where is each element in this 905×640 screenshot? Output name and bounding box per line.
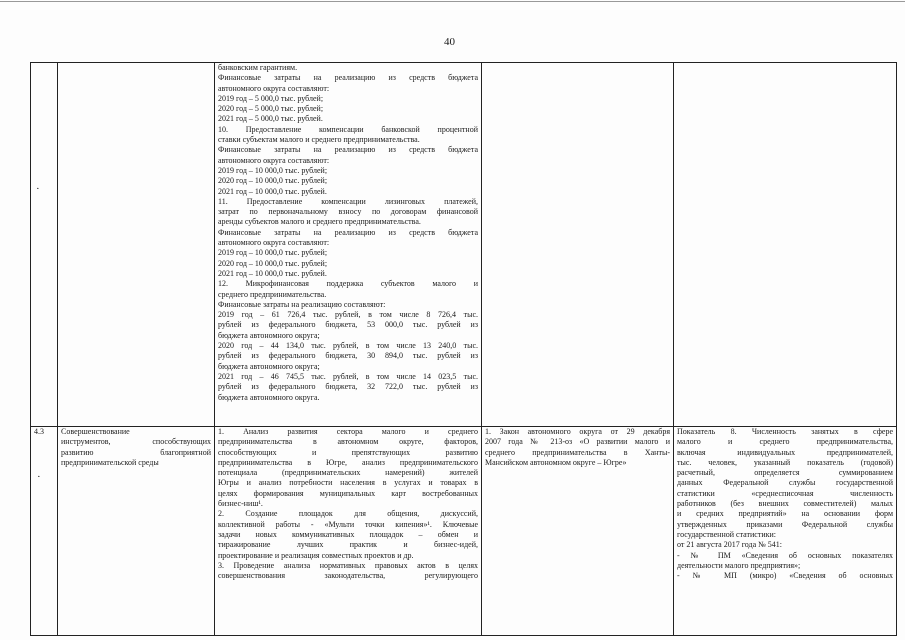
- measure-line: 2021 год – 10 000,0 тыс. рублей.: [218, 268, 327, 278]
- task-title-line: инструментов, способствующих: [61, 437, 211, 447]
- measure-line: 2021 год – 5 000,0 тыс. рублей.: [218, 114, 323, 124]
- task-title-cell: [58, 427, 215, 636]
- indicator-line: - № МП (микро) «Сведения об основных: [677, 571, 893, 581]
- indicator-line: включая индивидуальных предпринимателей,: [677, 447, 893, 457]
- law-cell: [482, 63, 674, 427]
- indicator-line: тыс. человек, указанный показатель (годовой): [677, 457, 893, 467]
- indicator-line: деятельности малого предприятия»;: [677, 560, 801, 570]
- measure-line: бюджета автономного округа;: [218, 361, 320, 371]
- indicator-line: малого и среднего предпринимательства,: [677, 437, 893, 447]
- measures-cell: [215, 63, 482, 427]
- measure-line: 2020 год – 10 000,0 тыс. рублей;: [218, 176, 328, 186]
- measure-line: 11. Предоставление компенсации лизинговых платежей,: [218, 196, 478, 206]
- task-title-line: Совершенствование: [61, 427, 130, 436]
- measure-line: Финансовые затраты на реализацию составляют:: [218, 299, 386, 309]
- measure-line: автономного округа составляют:: [218, 155, 330, 165]
- measure-line: 2021 год – 10 000,0 тыс. рублей.: [218, 186, 327, 196]
- measure-line: 2019 год – 10 000,0 тыс. рублей;: [218, 165, 328, 175]
- measure-line: банковским гарантиям.: [218, 63, 298, 72]
- measure-line: способствующих и препятствующих развитию: [218, 447, 478, 457]
- measure-line: бизнес-ниш¹.: [218, 499, 263, 509]
- measure-line: 2. Создание площадок для общения, дискуссий,: [218, 509, 478, 519]
- measure-line: Финансовые затраты на реализацию из средств бюджета: [218, 73, 478, 83]
- measure-line: 2020 год – 5 000,0 тыс. рублей;: [218, 104, 324, 114]
- measure-line: потенциала (предпринимательских намерений) жителей: [218, 468, 478, 478]
- measure-line: 2019 год – 61 726,4 тыс. рублей, в том числе 8 726,4 тыс.: [218, 310, 478, 320]
- indicator-line: Показатель 8. Численность занятых в сфере: [677, 427, 893, 436]
- page-number: 40: [444, 36, 455, 48]
- task-title-cell: [58, 63, 215, 427]
- scan-speck: ·: [36, 183, 40, 195]
- measure-line: 2019 год – 5 000,0 тыс. рублей;: [218, 93, 324, 103]
- measure-line: целях формирования муниципальных карт востребованных: [218, 488, 478, 498]
- measure-line: среднего предпринимательства.: [218, 289, 327, 299]
- measure-line: 12. Микрофинансовая поддержка субъектов малого и: [218, 279, 478, 289]
- indicator-line: статистики «среднесписочная численность: [677, 488, 893, 498]
- indicator-line: государственной статистики:: [677, 529, 776, 539]
- task-title-line: предпринимательской среды: [61, 457, 159, 467]
- measure-line: 2020 год – 44 134,0 тыс. рублей, в том числе 13 240,0 тыс.: [218, 341, 478, 351]
- indicator-line: - № ПМ «Сведения об основных показателях: [677, 550, 893, 560]
- measure-line: тиражирование лучших практик и бизнес-идей,: [218, 540, 478, 550]
- measure-line: аренды субъектов малого и среднего предпринимательства.: [218, 217, 421, 227]
- indicator-cell: [674, 427, 897, 636]
- measure-line: коллективной работы - «Мульти точки кипения»¹. Ключевые: [218, 519, 478, 529]
- row-number-cell: [31, 63, 58, 427]
- table-row-continuation: [31, 63, 897, 427]
- measure-line: бюджета автономного округа;: [218, 330, 320, 340]
- scan-speck: ·: [37, 471, 41, 483]
- law-cell: [482, 427, 674, 636]
- measure-line: 2019 год – 10 000,0 тыс. рублей;: [218, 248, 328, 258]
- row-number-cell: [31, 427, 58, 636]
- measure-line: 2021 год – 46 745,5 тыс. рублей, в том числе 14 023,5 тыс.: [218, 371, 478, 381]
- measures-cell: [215, 427, 482, 636]
- measure-line: предпринимательства в автономном округе, факторов,: [218, 437, 478, 447]
- measure-line: рублей из федерального бюджета, 30 894,0 тыс. рублей из: [218, 351, 478, 361]
- measure-line: рублей из федерального бюджета, 53 000,0 тыс. рублей из: [218, 320, 478, 330]
- indicator-line: данных Федеральной службы государственной: [677, 478, 893, 488]
- law-line: среднего предпринимательства в Ханты-: [485, 447, 670, 457]
- measure-line: автономного округа составляют:: [218, 238, 330, 248]
- measure-line: автономного округа составляют:: [218, 83, 330, 93]
- measure-line: проектирование и реализация совместных проектов и др.: [218, 550, 414, 560]
- measure-line: ставки субъектам малого и среднего предпринимательства.: [218, 135, 420, 145]
- measure-line: бюджета автономного округа.: [218, 392, 320, 402]
- measure-line: 3. Проведение анализа нормативных правовых актов в целях: [218, 560, 478, 570]
- indicator-line: и средних предприятий» на основании форм: [677, 509, 893, 519]
- law-line: 2007 года № 213-оз «О развитии малого и: [485, 437, 670, 447]
- measure-line: задачи новых коммуникативных площадок – обмен и: [218, 529, 478, 539]
- row-number: 4.3: [34, 427, 44, 436]
- measure-line: затрат по первоначальному взносу по договорам финансовой: [218, 207, 478, 217]
- measure-line: 2020 год – 10 000,0 тыс. рублей;: [218, 258, 328, 268]
- measure-line: 1. Анализ развития сектора малого и среднего: [218, 427, 478, 436]
- measure-line: совершенствования законодательства, регулирующего: [218, 571, 478, 581]
- measure-line: рублей из федерального бюджета, 32 722,0 тыс. рублей из: [218, 382, 478, 392]
- scan-top-edge: [0, 1, 905, 2]
- measure-line: Югры и анализ потребности населения в услугах и товарах в: [218, 478, 478, 488]
- task-title-line: развитию благоприятной: [61, 447, 211, 457]
- measure-line: Финансовые затраты на реализацию из средств бюджета: [218, 227, 478, 237]
- indicator-line: от 21 августа 2017 года № 541:: [677, 540, 783, 550]
- measure-line: Финансовые затраты на реализацию из средств бюджета: [218, 145, 478, 155]
- indicator-line: утвержденных приказами Федеральной службы: [677, 519, 893, 529]
- indicator-line: расчетный, определяется суммированием: [677, 468, 893, 478]
- indicator-cell: [674, 63, 897, 427]
- law-line: Мансийском автономном округе – Югре»: [485, 457, 627, 467]
- indicator-line: работников (без внешних совместителей) малых: [677, 499, 893, 509]
- program-measures-table: [30, 62, 897, 636]
- table-row-4-3: [31, 427, 897, 636]
- law-line: 1. Закон автономного округа от 29 декабря: [485, 427, 670, 436]
- measure-line: предпринимательства в Югре, анализ предпринимательского: [218, 457, 478, 467]
- measure-line: 10. Предоставление компенсации банковской процентной: [218, 124, 478, 134]
